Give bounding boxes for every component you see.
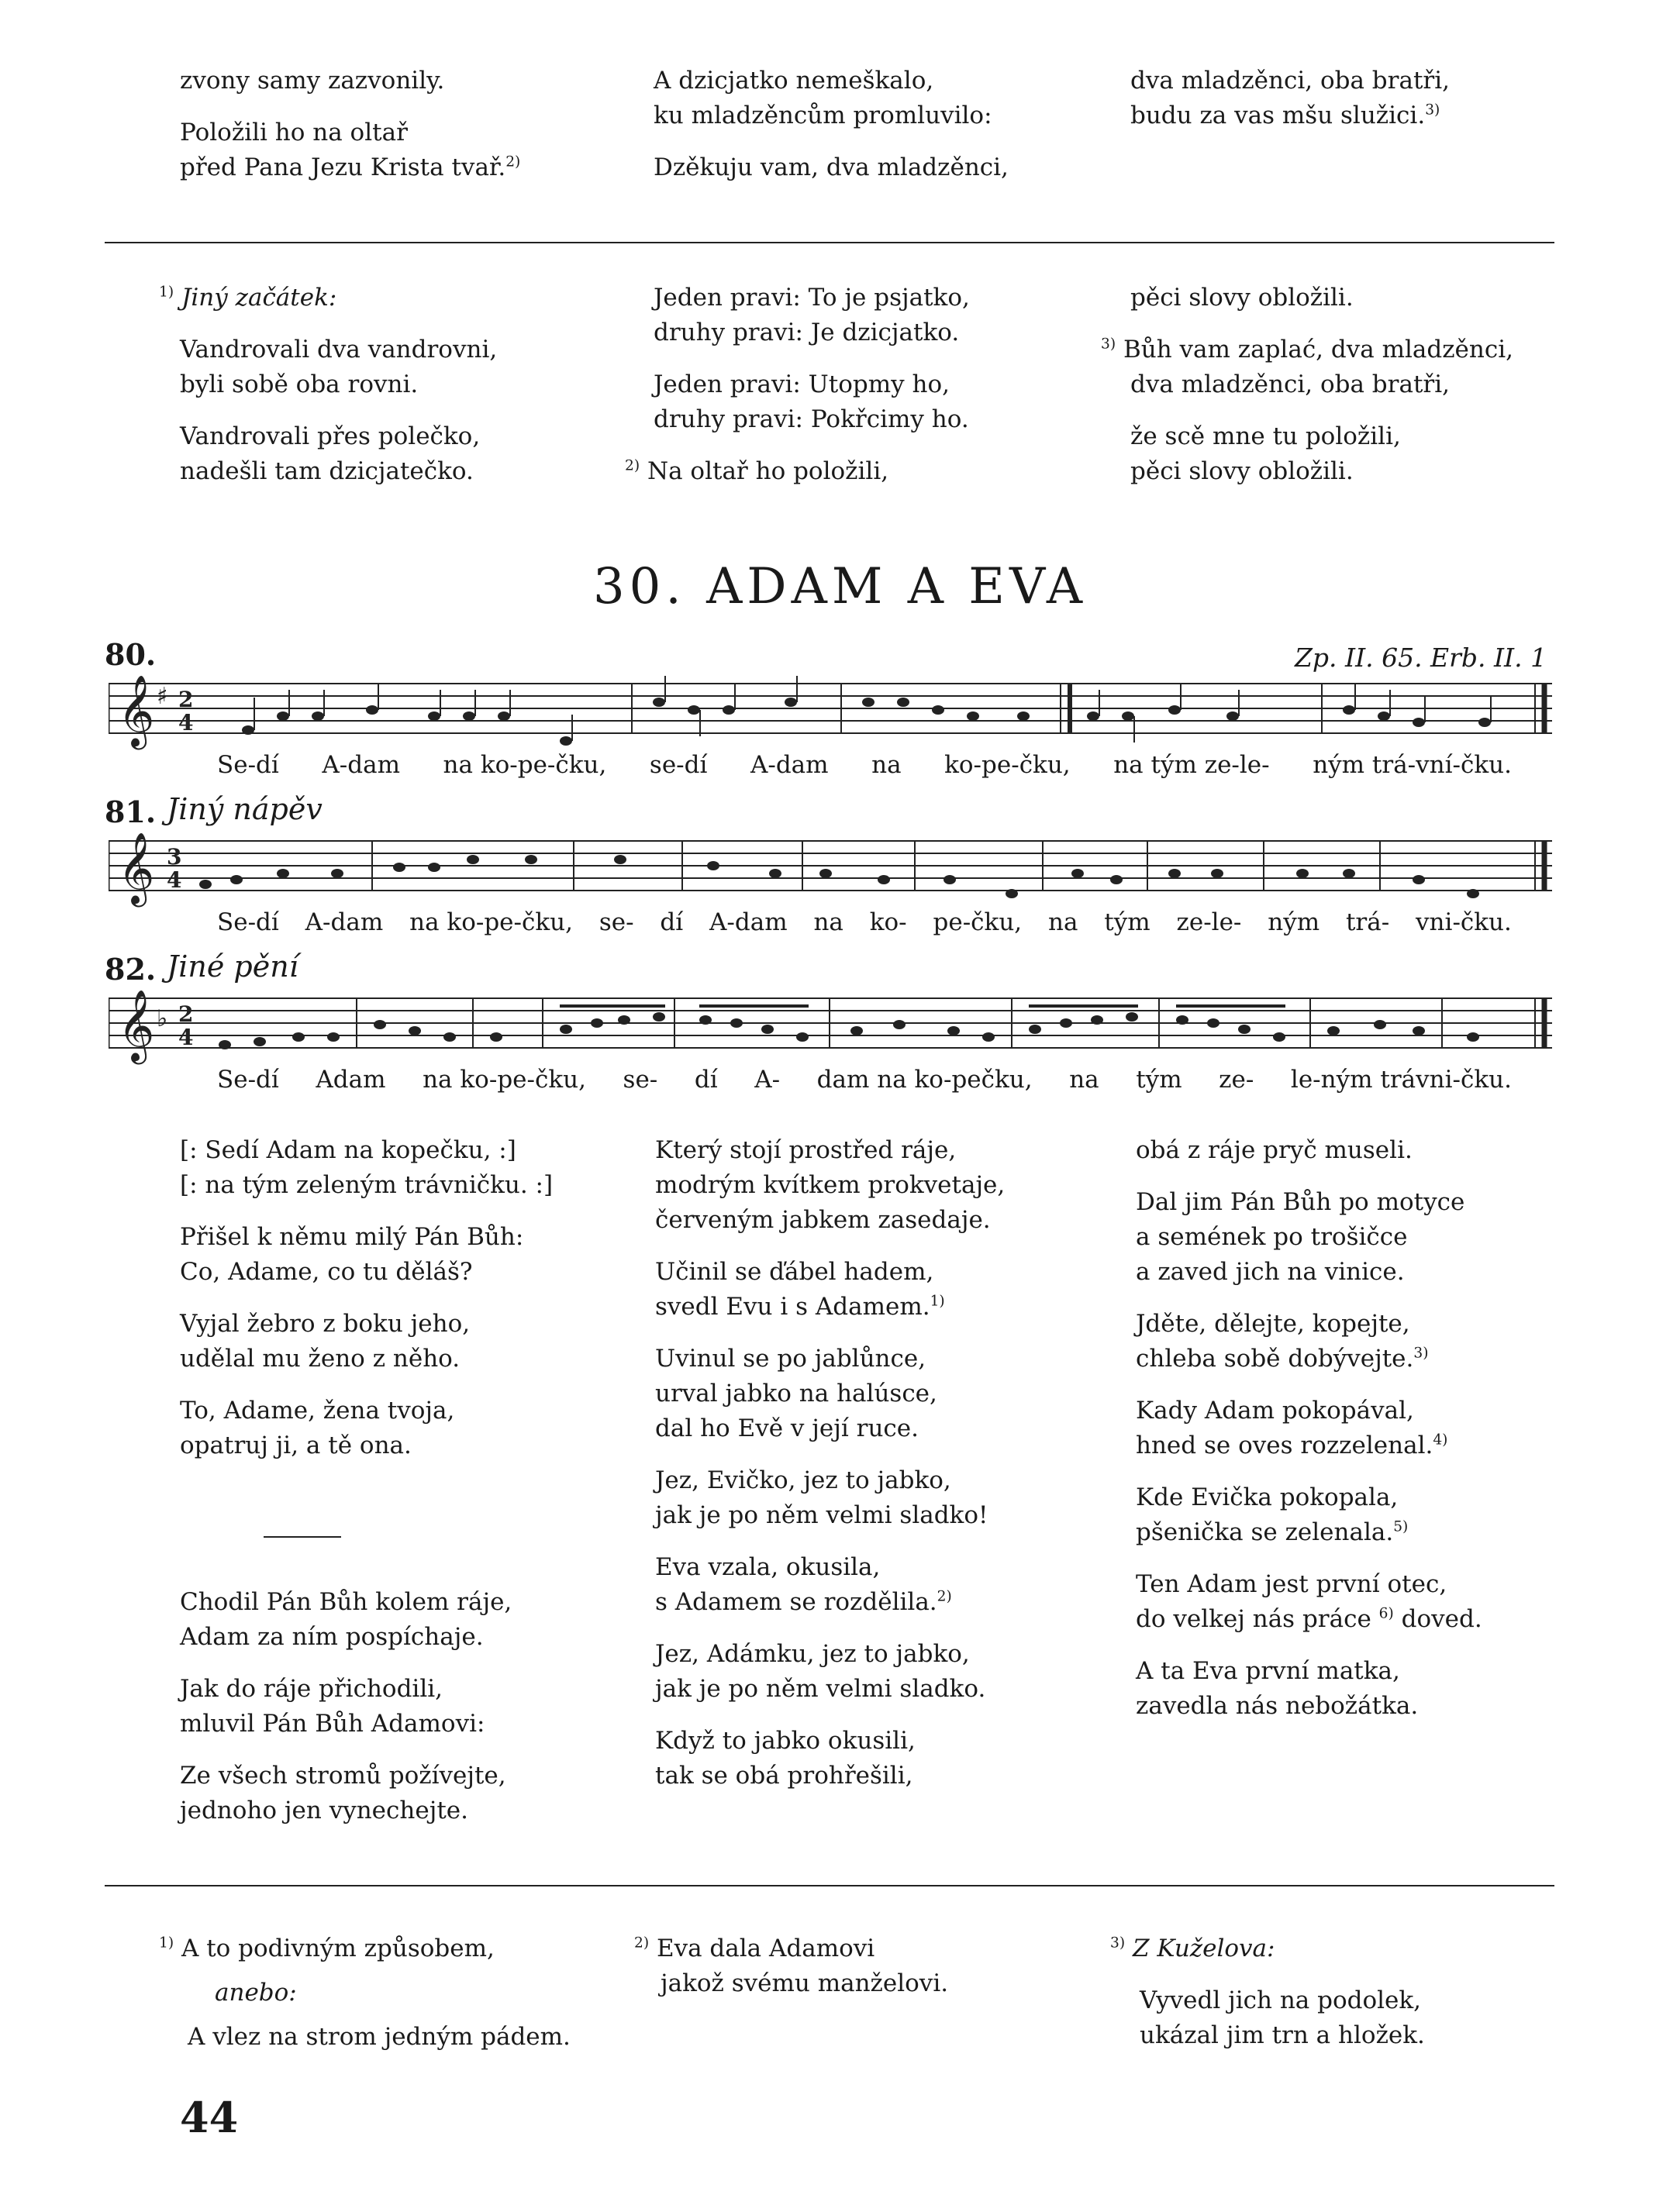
lyric-syllable: A-dam: [305, 908, 384, 936]
footnote-marker: 1): [159, 1935, 174, 1952]
footnote-marker: 1): [159, 284, 174, 301]
top-footnote-col1: [159, 281, 497, 506]
bottom-footnote-col1: [159, 1931, 571, 2072]
lyric-syllable: Se-dí: [217, 908, 279, 936]
lyric-syllable: A-dam: [750, 751, 829, 779]
verse-line: Eva dala Adamovi: [656, 1935, 875, 1962]
verse-line: [: na tým zeleným trávničku. :]: [180, 1171, 554, 1199]
lyric-syllable: na ko-pe-čku,: [409, 908, 573, 936]
verse-line: druhy pravi: Je dzicjatko.: [654, 319, 960, 346]
footnote-ref: 5): [1393, 1518, 1409, 1535]
verse-line: dva mladzěnci, oba bratři,: [1130, 370, 1450, 398]
verse-line: Na oltař ho položili,: [647, 457, 889, 485]
verse-line: před Pana Jezu Krista tvař.: [180, 153, 506, 181]
lyric-syllable: ze-le-: [1176, 908, 1242, 936]
sharp-icon: ♯: [157, 683, 168, 710]
lyric-syllable: dí: [660, 908, 684, 936]
verse-line: červeným jabkem zasedaje.: [655, 1206, 991, 1234]
lyric-syllable: ným: [1268, 908, 1320, 936]
verse-line: Co, Adame, co tu děláš?: [180, 1258, 473, 1286]
bottom-footnote-col2: [634, 1931, 948, 2018]
top-verses-col2: [654, 64, 1009, 202]
verse-line: ukázal jim trn a hložek.: [1140, 2021, 1425, 2049]
lyrics-line: [217, 748, 1512, 783]
verse-line: a semének po trošičce: [1136, 1223, 1408, 1251]
footnote-label: Z Kuželova:: [1132, 1935, 1275, 1962]
verse-line: byli sobě oba rovni.: [180, 370, 419, 398]
tune-heading: Jiné pění: [167, 949, 298, 984]
verse-line: do velkej nás práce: [1136, 1605, 1371, 1633]
tune-number: 81.: [105, 794, 157, 829]
verse-line: Dzěkuju vam, dva mladzěnci,: [654, 153, 1009, 181]
lyric-syllable: na: [1048, 908, 1078, 936]
tune-heading: Jiný nápěv: [167, 792, 323, 826]
lyric-syllable: A-dam: [709, 908, 788, 936]
footnote-divider: [105, 242, 1554, 243]
verse-line: Vyvedl jich na podolek,: [1140, 1986, 1422, 2014]
lyric-syllable: Adam: [316, 1066, 386, 1094]
time-signature-top: 2: [178, 687, 194, 712]
footnote-ref: 6): [1378, 1605, 1394, 1622]
lyric-syllable: le-ným trávni-čku.: [1290, 1066, 1512, 1094]
page-number: 44: [180, 2093, 239, 2142]
verse-line: A to podivným způsobem,: [181, 1935, 495, 1962]
top-footnote-col3: [1101, 281, 1513, 506]
song-text-col1-cont: [180, 1585, 512, 1845]
song-title: 30. ADAM A EVA: [592, 558, 1088, 615]
verse-line: Učinil se ďábel hadem,: [655, 1258, 934, 1286]
verse-line: Položili ho na oltař: [180, 119, 408, 146]
footnote-divider: [105, 1885, 1554, 1886]
song-text-col2: [655, 1133, 1005, 1811]
footnote-marker: 3): [1110, 1935, 1126, 1952]
lyric-syllable: vni-čku.: [1416, 908, 1512, 936]
music-staff: [109, 668, 1552, 753]
verse-line: Přišel k němu milý Pán Bůh:: [180, 1223, 524, 1251]
verse-line: Který stojí prostřed ráje,: [655, 1136, 957, 1164]
verse-line: Když to jabko okusili,: [655, 1727, 916, 1755]
verse-line: jak je po něm velmi sladko!: [655, 1501, 988, 1529]
lyric-syllable: ným trá-vní-čku.: [1313, 751, 1512, 779]
lyric-syllable: A-: [754, 1066, 781, 1094]
verse-line: Ze všech stromů požívejte,: [180, 1762, 506, 1790]
verse-line: jak je po něm velmi sladko.: [655, 1675, 986, 1703]
lyric-syllable: Se-dí: [217, 751, 279, 779]
footnote-ref: 2): [937, 1588, 952, 1605]
flat-icon: ♭: [157, 1005, 168, 1032]
verse-line: doved.: [1401, 1605, 1482, 1633]
top-verses-col1: [180, 64, 520, 202]
lyrics-line: [217, 1063, 1512, 1097]
lyric-syllable: pe-čku,: [933, 908, 1023, 936]
verse-line: A dzicjatko nemeškalo,: [654, 67, 934, 95]
verse-line: pěci slovy obložili.: [1130, 284, 1354, 312]
footnote-label: Jiný začátek:: [181, 284, 337, 312]
music-staff: [109, 983, 1552, 1068]
song-text-col3: [1136, 1133, 1482, 1741]
time-signature-top: 2: [178, 1001, 194, 1027]
lyric-syllable: tým: [1104, 908, 1150, 936]
treble-clef-icon: 𝄞: [118, 674, 155, 746]
verse-line: Adam za ním pospíchaje.: [180, 1623, 484, 1651]
tune-number: 82.: [105, 952, 157, 987]
time-signature-bottom: 4: [178, 1025, 194, 1050]
footnote-label: anebo:: [215, 1979, 297, 2007]
verse-line: a zaved jich na vinice.: [1136, 1258, 1405, 1286]
verse-line: Kde Evička pokopala,: [1136, 1483, 1399, 1511]
verse-line: Kady Adam pokopával,: [1136, 1397, 1414, 1425]
lyric-syllable: na tým ze-le-: [1113, 751, 1270, 779]
verse-line: Dal jim Pán Bůh po motyce: [1136, 1188, 1465, 1216]
verse-line: s Adamem se rozdělila.: [655, 1588, 937, 1616]
verse-line: Jeden pravi: To je psjatko,: [654, 284, 970, 312]
verse-line: svedl Evu i s Adamem.: [655, 1293, 930, 1321]
verse-line: A ta Eva první matka,: [1136, 1657, 1400, 1685]
tune-number: 80.: [105, 637, 157, 672]
verse-line: [: Sedí Adam na kopečku, :]: [180, 1136, 516, 1164]
verse-line: že scě mne tu položili,: [1130, 422, 1401, 450]
lyric-syllable: Se-dí: [217, 1066, 279, 1094]
verse-line: pšenička se zelenala.: [1136, 1518, 1394, 1546]
verse-line: udělal mu ženo z něho.: [180, 1345, 461, 1373]
verse-line: Bůh vam zaplać, dva mladzěnci,: [1123, 336, 1513, 363]
footnote-marker: 2): [634, 1935, 650, 1952]
lyric-syllable: se-: [599, 908, 634, 936]
verse-line: Eva vzala, okusila,: [655, 1553, 881, 1581]
footnote-ref: 4): [1433, 1432, 1448, 1449]
footnote-ref: 3): [1413, 1345, 1429, 1362]
verse-line: chleba sobě dobývejte.: [1136, 1345, 1414, 1373]
verse-line: Vyjal žebro z boku jeho,: [180, 1310, 471, 1338]
time-signature-bottom: 4: [167, 867, 182, 893]
time-signature-top: 3: [167, 844, 182, 870]
verse-line: Jez, Adámku, jez to jabko,: [655, 1640, 970, 1668]
verse-line: druhy pravi: Pokřcimy ho.: [654, 405, 969, 433]
notes-group: [199, 855, 1479, 898]
lyric-syllable: ko-pe-čku,: [944, 751, 1071, 779]
verse-line: Vandrovali přes polečko,: [180, 422, 481, 450]
verse-line: nadešli tam dzicjatečko.: [180, 457, 474, 485]
treble-clef-icon: 𝄞: [118, 832, 155, 904]
verse-line: Uvinul se po jablůnce,: [655, 1345, 926, 1373]
lyric-syllable: tým: [1136, 1066, 1182, 1094]
verse-line: hned se oves rozzelenal.: [1136, 1432, 1433, 1459]
lyric-syllable: dí: [694, 1066, 718, 1094]
notes-group: [219, 1012, 1479, 1049]
verse-line: modrým kvítkem prokvetaje,: [655, 1171, 1006, 1199]
verse-line: ku mladzěncům promluvilo:: [654, 102, 992, 129]
treble-clef-icon: 𝄞: [118, 989, 155, 1061]
footnote-marker: 3): [1101, 336, 1116, 353]
footnote-marker: 2): [625, 457, 640, 474]
lyric-syllable: se-dí: [649, 751, 708, 779]
verse-line: A vlez na strom jedným pádem.: [188, 2023, 571, 2051]
verse-line: Jděte, dělejte, kopejte,: [1136, 1310, 1410, 1338]
verse-line: obá z ráje pryč museli.: [1136, 1136, 1413, 1164]
verse-line: zvony samy zazvonily.: [180, 67, 445, 95]
verse-line: Vandrovali dva vandrovni,: [180, 336, 498, 363]
bottom-footnote-col3: [1110, 1931, 1425, 2070]
verse-line: opatruj ji, a tě ona.: [180, 1432, 412, 1459]
verse-line: mluvil Pán Bůh Adamovi:: [180, 1710, 485, 1738]
verse-line: budu za vas mšu služici.: [1130, 102, 1426, 129]
lyric-syllable: na: [1069, 1066, 1099, 1094]
lyric-syllable: na: [871, 751, 902, 779]
verse-line: tak se obá prohřešili,: [655, 1762, 913, 1790]
lyric-syllable: ze-: [1219, 1066, 1254, 1094]
verse-line: jakož svému manželovi.: [661, 1969, 949, 1997]
verse-line: jednoho jen vynechejte.: [180, 1797, 468, 1824]
verse-line: Jak do ráje přichodili,: [180, 1675, 443, 1703]
lyric-syllable: A-dam: [322, 751, 400, 779]
verse-line: dal ho Evě v její ruce.: [655, 1414, 919, 1442]
lyrics-line: [217, 905, 1512, 940]
lyric-syllable: na ko-pe-čku,: [423, 1066, 586, 1094]
song-text-col1: [180, 1133, 553, 1480]
verse-line: To, Adame, žena tvoja,: [180, 1397, 455, 1425]
verse-line: zavedla nás nebožátka.: [1136, 1692, 1419, 1720]
verse-line: Jeden pravi: Utopmy ho,: [654, 370, 950, 398]
footnote-ref: 3): [1425, 102, 1440, 119]
lyric-syllable: se-: [623, 1066, 658, 1094]
time-signature-bottom: 4: [178, 710, 194, 736]
top-footnote-col2: [625, 281, 970, 506]
lyric-syllable: na: [813, 908, 843, 936]
verse-line: Ten Adam jest první otec,: [1136, 1570, 1447, 1598]
verse-line: pěci slovy obložili.: [1130, 457, 1354, 485]
music-staff: [109, 825, 1552, 911]
section-divider: [264, 1536, 341, 1538]
top-verses-col3: [1130, 64, 1450, 150]
verse-line: dva mladzěnci, oba bratři,: [1130, 67, 1450, 95]
footnote-ref: 1): [930, 1293, 945, 1310]
verse-line: Chodil Pán Bůh kolem ráje,: [180, 1588, 512, 1616]
lyric-syllable: dam na ko-pečku,: [816, 1066, 1033, 1094]
verse-line: Jez, Evičko, jez to jabko,: [655, 1466, 951, 1494]
verse-line: urval jabko na halúsce,: [655, 1380, 937, 1407]
lyric-syllable: trá-: [1345, 908, 1390, 936]
source-reference: Zp. II. 65. Erb. II. 1: [1295, 643, 1547, 673]
lyric-syllable: ko-: [869, 908, 907, 936]
footnote-ref: 2): [505, 153, 521, 171]
lyric-syllable: na ko-pe-čku,: [443, 751, 607, 779]
